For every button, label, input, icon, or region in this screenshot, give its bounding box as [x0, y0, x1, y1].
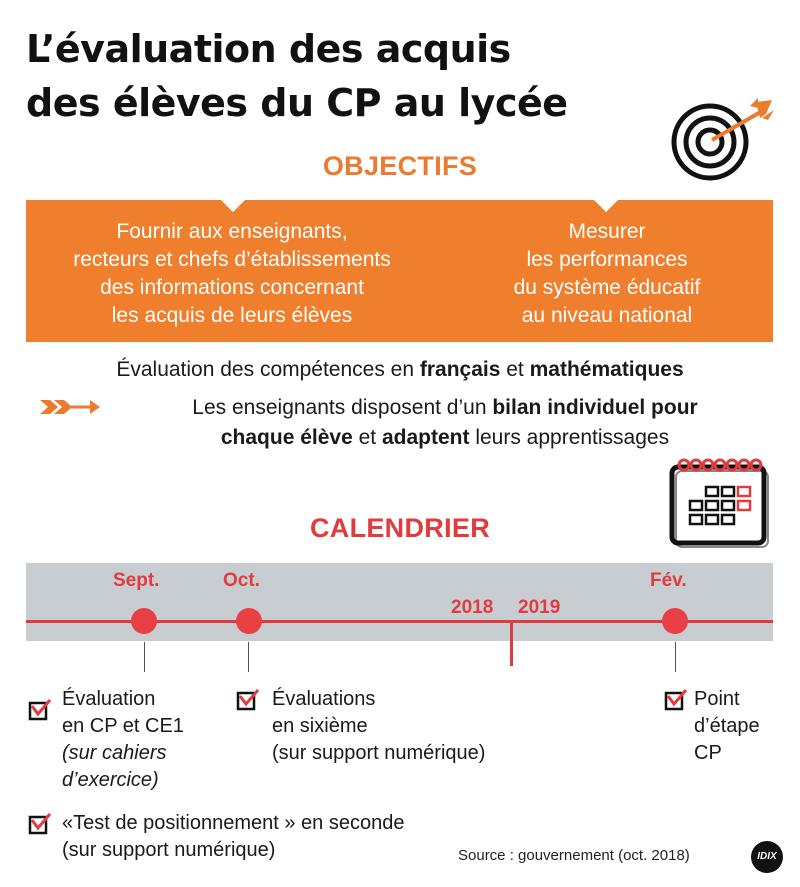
page-title [26, 22, 666, 130]
objectifs-heading: OBJECTIFS [322, 151, 478, 181]
idix-logo: IDIX [751, 841, 783, 873]
title-line-2: des élèves du CP au lycée [26, 81, 568, 125]
calendrier-heading: CALENDRIER [309, 513, 490, 543]
box-notch-left [221, 200, 245, 212]
bilan-prefix: Les enseignants disposent d’un [192, 396, 493, 419]
evaluation-bold-2: mathématiques [529, 358, 684, 381]
event-oct-line: (sur support numérique) [272, 742, 486, 764]
event-fev [694, 686, 760, 767]
month-label-fev: Fév. [650, 570, 687, 591]
checkbox-icon [28, 698, 52, 722]
bilan-bold-3: adaptent [381, 426, 470, 449]
evaluation-prefix: Évaluation des compétences en [116, 358, 420, 381]
objectif-left-line: Fournir aux enseignants, [116, 220, 348, 243]
year-label-2019: 2019 [518, 597, 561, 618]
month-label-sept: Sept. [113, 570, 160, 591]
objectif-left-line: les acquis de leurs élèves [111, 304, 353, 327]
objectif-right [441, 218, 773, 330]
checkbox-icon [664, 688, 688, 712]
objectifs-box [26, 200, 773, 342]
event-fev-line: Point [694, 688, 740, 710]
timeline-tick [675, 642, 676, 672]
objectif-left [26, 218, 438, 330]
objectif-left-line: des informations concernant [100, 276, 364, 299]
bilan-suffix: leurs apprentissages [469, 426, 670, 449]
objectif-right-line: Mesurer [568, 220, 646, 243]
evaluation-bold-1: français [419, 358, 501, 381]
timeline-dot-fev [662, 608, 688, 634]
event-oct-line: Évaluations [272, 688, 376, 710]
year-label-2018: 2018 [451, 597, 494, 618]
event-sept-line: d’exercice) [62, 769, 159, 791]
bilan-line-2 [100, 423, 790, 453]
source-text: Source : gouvernement (oct. 2018) [458, 847, 690, 864]
event-sept-line: (sur cahiers [62, 742, 167, 764]
timeline-dot-oct [236, 608, 262, 634]
event-sept [62, 686, 184, 794]
objectif-right-line: du système éducatif [513, 276, 701, 299]
evaluation-mid: et [500, 358, 530, 381]
event-sept-line: Évaluation [62, 688, 156, 710]
event-fev-line: d’étape [694, 715, 760, 737]
bilan-bold-2: chaque élève [220, 426, 353, 449]
bilan-mid: et [352, 426, 382, 449]
evaluation-statement [0, 358, 800, 382]
timeline-dot-sept [131, 608, 157, 634]
checkbox-icon [28, 812, 52, 836]
bilan-bold: bilan individuel pour [492, 396, 698, 419]
bilan-line-1 [100, 393, 790, 423]
event-seconde-line: (sur support numérique) [62, 839, 276, 861]
timeline-tick [248, 642, 249, 672]
timeline-tick [144, 642, 145, 672]
bilan-statement [100, 393, 790, 453]
event-oct [272, 686, 485, 767]
event-sept-line: en CP et CE1 [62, 715, 184, 737]
checkbox-icon [236, 688, 260, 712]
box-notch-right [594, 200, 618, 212]
event-oct-line: en sixième [272, 715, 368, 737]
event-seconde [62, 810, 404, 864]
objectif-right-line: au niveau national [521, 304, 693, 327]
month-label-oct: Oct. [223, 570, 260, 591]
title-line-1: L’évaluation des acquis [26, 27, 511, 71]
objectif-right-line: les performances [526, 248, 688, 271]
year-divider [510, 620, 513, 666]
arrow-icon [40, 396, 100, 418]
event-seconde-line: «Test de positionnement » en seconde [62, 812, 405, 834]
objectif-left-line: recteurs et chefs d’établissements [73, 248, 391, 271]
event-fev-line: CP [694, 742, 722, 764]
